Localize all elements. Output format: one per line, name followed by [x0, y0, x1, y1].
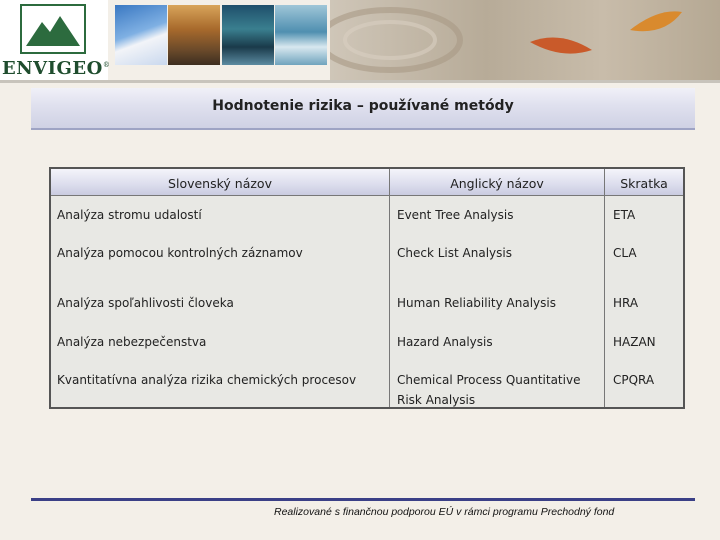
table-row: [51, 285, 683, 323]
column-header-english: Anglický názov: [390, 169, 604, 196]
table-row: [51, 324, 683, 362]
water-photo: [222, 5, 274, 65]
footer-note: Realizované s finančnou podporou EÚ v rámci programu Prechodný fond: [274, 506, 615, 518]
cell-slovak: Analýza nebezpečenstva: [57, 335, 207, 349]
cell-slovak: Analýza stromu udalostí: [57, 208, 202, 222]
methods-table: [49, 167, 685, 409]
table-row: [51, 362, 683, 407]
footer-divider: [31, 498, 695, 501]
cell-english: Human Reliability Analysis: [397, 296, 556, 310]
cell-abbreviation: CLA: [613, 246, 637, 260]
table-row: [51, 235, 683, 285]
leaves-decoration: [330, 0, 720, 80]
cell-abbreviation: HAZAN: [613, 335, 656, 349]
header: [0, 0, 720, 80]
header-divider: [0, 80, 720, 83]
cell-english: Hazard Analysis: [397, 335, 493, 349]
autumn-trees-photo: [168, 5, 220, 65]
column-header-abbreviation: Skratka: [605, 169, 683, 196]
cell-english: Check List Analysis: [397, 246, 512, 260]
title-bar: [31, 88, 695, 130]
cell-abbreviation: CPQRA: [613, 373, 655, 387]
column-header-slovak: Slovenský názov: [51, 169, 389, 196]
cell-english: Event Tree Analysis: [397, 208, 514, 222]
page-title: Hodnotenie rizika – používané metódy: [212, 98, 514, 114]
cell-english: Chemical Process Quantitative Risk Analysis: [397, 373, 581, 407]
sky-photo: [115, 5, 167, 65]
cell-slovak: Analýza spoľahlivosti človeka: [57, 296, 234, 310]
cell-slovak: Kvantitatívna analýza rizika chemických procesov: [57, 373, 357, 387]
logo-text: ENVIGEO®: [2, 58, 111, 79]
logo: [0, 0, 111, 80]
table-row: [51, 197, 683, 235]
waves-photo: [275, 5, 327, 65]
cell-abbreviation: ETA: [613, 208, 636, 222]
mountain-logo-icon: [20, 4, 86, 54]
cell-slovak: Analýza pomocou kontrolných záznamov: [57, 246, 303, 260]
cell-abbreviation: HRA: [613, 296, 639, 310]
